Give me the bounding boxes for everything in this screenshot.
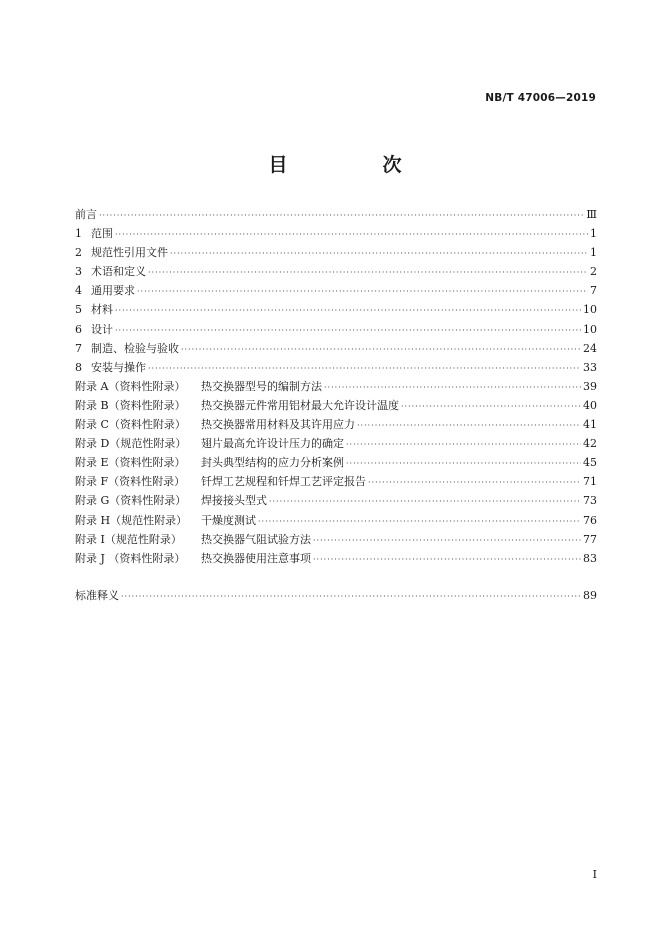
toc-entry-label: 封头典型结构的应力分析案例	[201, 456, 344, 470]
toc-entry-label: 制造、检验与验收	[91, 341, 179, 355]
leader-dots	[357, 421, 581, 430]
toc-entry-page: 45	[583, 456, 597, 470]
leader-dots	[313, 536, 581, 545]
toc-entry-label: 干燥度测试	[201, 513, 256, 527]
appendix-label: 附录 I（规范性附录）	[75, 532, 182, 546]
appendix-label: 附录 H（规范性附录）	[75, 513, 188, 527]
leader-dots	[401, 402, 581, 411]
toc-entry-label: 规范性引用文件	[91, 246, 168, 260]
leader-dots	[121, 592, 581, 601]
toc-appendix-e[interactable]	[75, 454, 597, 473]
toc-entry-page: 24	[583, 341, 597, 355]
toc-entry-page: 77	[583, 532, 597, 546]
toc-entry-label: 标准释义	[75, 588, 119, 602]
toc-appendix-h[interactable]	[75, 512, 597, 531]
appendix-label: 附录 E（资料性附录）	[75, 456, 186, 470]
leader-dots	[148, 268, 588, 277]
toc-appendix-a[interactable]	[75, 378, 597, 397]
toc-appendix-b[interactable]	[75, 397, 597, 416]
toc-appendix-d[interactable]	[75, 435, 597, 454]
page-number: I	[592, 868, 597, 881]
leader-dots	[99, 211, 584, 220]
leader-dots	[324, 383, 581, 392]
table-of-contents	[75, 206, 597, 606]
toc-entry-page: Ⅲ	[586, 208, 597, 221]
toc-entry-page: 2	[590, 265, 597, 279]
toc-entry-label: 通用要求	[91, 284, 135, 298]
leader-dots	[115, 306, 581, 315]
toc-entry-label: 术语和定义	[91, 265, 146, 279]
toc-entry-label: 热交换器常用材料及其许用应力	[201, 418, 355, 432]
leader-dots	[115, 230, 588, 239]
leader-dots	[313, 555, 581, 564]
toc-entry-label: 翅片最高允许设计压力的确定	[201, 437, 344, 451]
toc-appendix-g[interactable]	[75, 492, 597, 511]
toc-entry-label: 钎焊工艺规程和钎焊工艺评定报告	[201, 475, 366, 489]
toc-entry-label: 设计	[91, 322, 113, 336]
toc-entry-8[interactable]	[75, 359, 597, 378]
toc-appendix-i[interactable]	[75, 531, 597, 550]
toc-entry-7[interactable]	[75, 340, 597, 359]
toc-entry-label: 材料	[91, 303, 113, 317]
toc-entry-page: 71	[583, 475, 597, 489]
appendix-label: 附录 A（资料性附录）	[75, 379, 186, 393]
toc-entry-foreword[interactable]	[75, 206, 597, 225]
toc-entry-number: 8	[75, 360, 82, 374]
toc-entry-label: 热交换器元件常用铝材最大允许设计温度	[201, 398, 399, 412]
toc-appendix-c[interactable]	[75, 416, 597, 435]
toc-entry-number: 6	[75, 322, 82, 336]
appendix-label: 附录 C（资料性附录）	[75, 418, 186, 432]
toc-entry-page: 89	[583, 588, 597, 602]
leader-dots	[368, 478, 581, 487]
leader-dots	[137, 287, 588, 296]
toc-entry-label: 热交换器气阻试验方法	[201, 532, 311, 546]
toc-entry-5[interactable]	[75, 301, 597, 320]
toc-entry-page: 41	[583, 418, 597, 432]
leader-dots	[258, 517, 581, 526]
toc-entry-label: 范围	[91, 227, 113, 241]
standard-number: NB/T 47006—2019	[485, 92, 596, 104]
leader-dots	[170, 249, 588, 258]
toc-entry-page: 83	[583, 551, 597, 565]
toc-appendix-j[interactable]	[75, 550, 597, 569]
toc-entry-label: 前言	[75, 208, 97, 221]
toc-entry-page: 40	[583, 398, 597, 412]
toc-entry-label: 热交换器型号的编制方法	[201, 379, 322, 393]
appendix-label: 附录 D（规范性附录）	[75, 437, 187, 451]
toc-entry-label: 热交换器使用注意事项	[201, 551, 311, 565]
leader-dots	[346, 459, 581, 468]
toc-entry-number: 4	[75, 284, 82, 298]
toc-entry-explanation[interactable]	[75, 587, 597, 606]
toc-entry-3[interactable]	[75, 263, 597, 282]
toc-entry-2[interactable]	[75, 244, 597, 263]
appendix-label: 附录 B（资料性附录）	[75, 398, 186, 412]
toc-entry-page: 73	[583, 494, 597, 508]
leader-dots	[269, 497, 581, 506]
toc-entry-number: 5	[75, 303, 82, 317]
toc-entry-6[interactable]	[75, 321, 597, 340]
toc-entry-page: 42	[583, 437, 597, 451]
toc-entry-number: 3	[75, 265, 82, 279]
toc-appendix-f[interactable]	[75, 473, 597, 492]
appendix-label: 附录 G（资料性附录）	[75, 494, 187, 508]
leader-dots	[346, 440, 581, 449]
leader-dots	[148, 364, 581, 373]
toc-entry-page: 1	[590, 227, 597, 241]
toc-entry-page: 10	[583, 322, 597, 336]
toc-entry-page: 39	[583, 379, 597, 393]
toc-entry-label: 安装与操作	[91, 360, 146, 374]
toc-entry-number: 2	[75, 246, 82, 260]
toc-entry-page: 76	[583, 513, 597, 527]
toc-entry-page: 1	[590, 246, 597, 260]
toc-entry-1[interactable]	[75, 225, 597, 244]
appendix-label: 附录 F（资料性附录）	[75, 475, 186, 489]
toc-entry-number: 1	[75, 227, 82, 241]
toc-entry-4[interactable]	[75, 282, 597, 301]
toc-entry-page: 7	[590, 284, 597, 298]
appendix-label: 附录 J （资料性附录）	[75, 551, 186, 565]
toc-entry-label: 焊接接头型式	[201, 494, 267, 508]
leader-dots	[115, 326, 581, 335]
page-title: 目 次	[268, 154, 440, 176]
toc-entry-page: 33	[583, 360, 597, 374]
leader-dots	[181, 345, 581, 354]
toc-entry-number: 7	[75, 341, 82, 355]
toc-entry-page: 10	[583, 303, 597, 317]
